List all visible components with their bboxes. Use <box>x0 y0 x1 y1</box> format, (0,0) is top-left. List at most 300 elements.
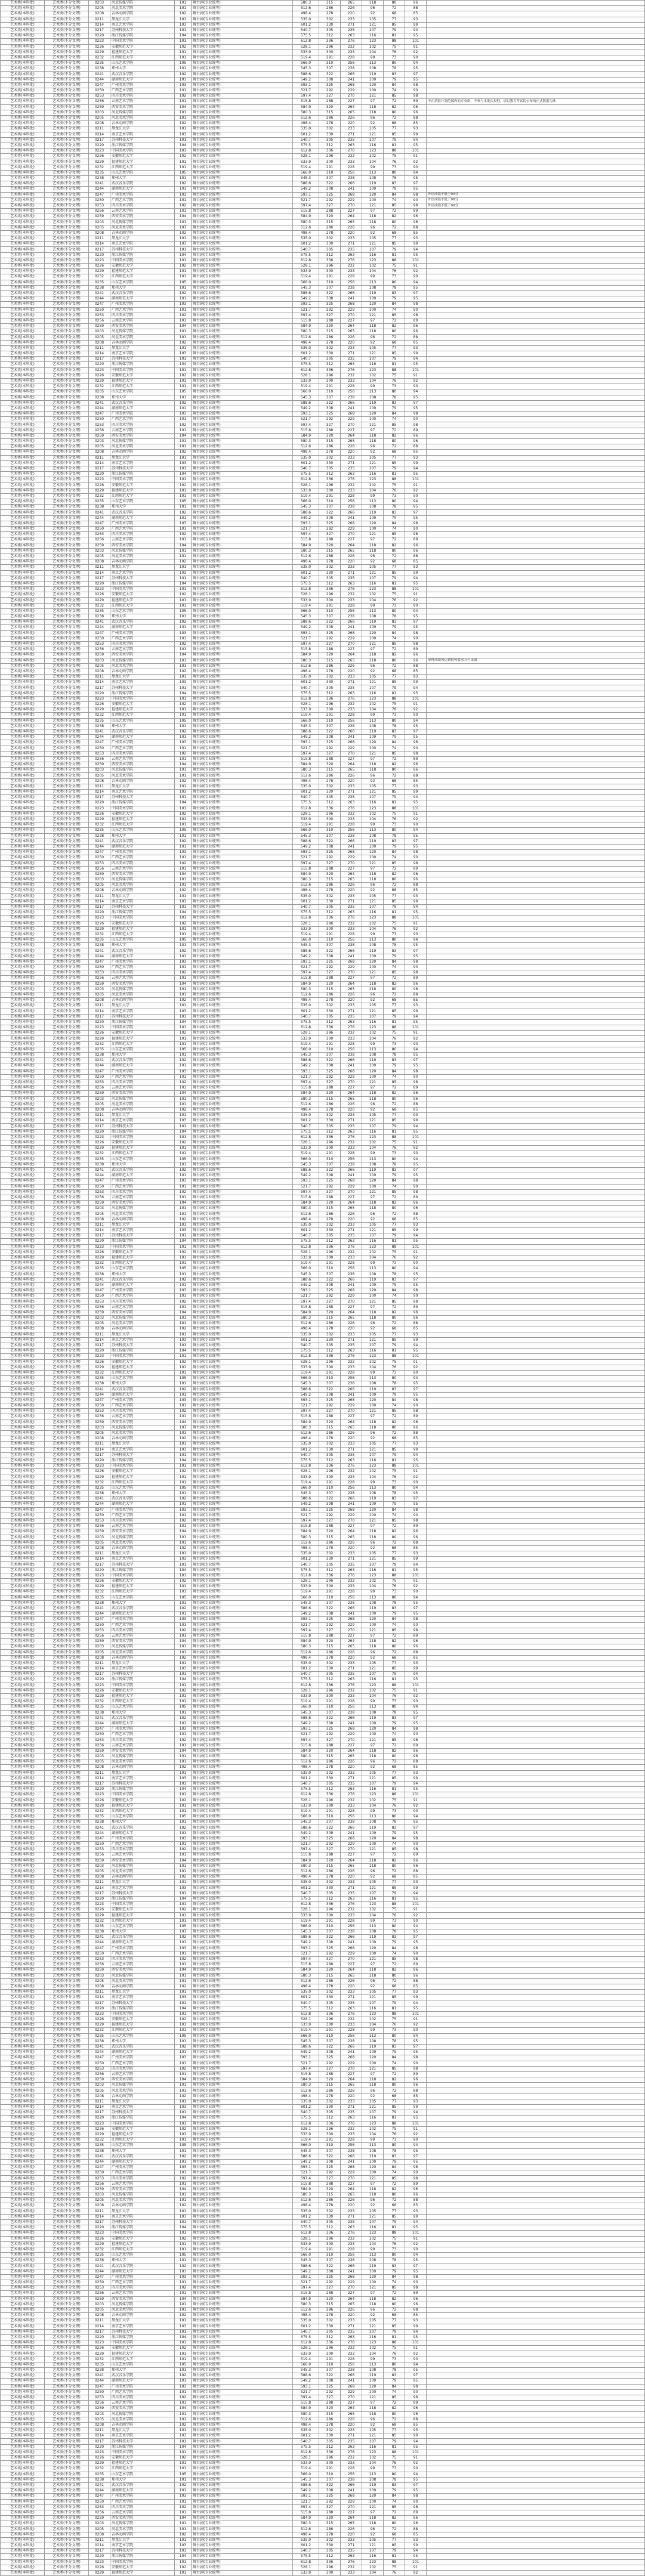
table-cell: 612.8 <box>293 1354 319 1359</box>
table-row <box>1 82 645 88</box>
table-cell: 舞台剧(专业统考) <box>192 1452 293 1458</box>
table-row <box>1 11 645 17</box>
table-cell: 278 <box>319 998 341 1003</box>
table-cell: 西安美术学院 <box>110 324 175 329</box>
table-cell: 104 <box>362 1146 384 1151</box>
table-cell: 0232 <box>89 1699 110 1705</box>
table-cell: 549.2 <box>293 1502 319 1507</box>
table-cell: 95 <box>405 581 427 586</box>
table-cell: 101 <box>175 663 192 669</box>
table-cell: 101 <box>175 1562 192 1567</box>
table-cell: 山东艺术学院 <box>110 1485 175 1490</box>
table-cell: 79 <box>384 1830 405 1836</box>
table-cell: 舞台剧(专业统考) <box>192 1612 293 1617</box>
table-cell: 78 <box>384 1710 405 1715</box>
table-row <box>1 1924 645 1929</box>
table-cell: 0232 <box>89 1918 110 1924</box>
table-cell: 舞台剧(专业统考) <box>192 998 293 1003</box>
table-cell: 566.0 <box>293 1156 319 1162</box>
table-cell: 93 <box>405 1332 427 1337</box>
table-cell: 艺术类(本科批) <box>1 1836 45 1841</box>
table-cell: 601.2 <box>293 22 319 27</box>
table-cell: 79 <box>384 1173 405 1179</box>
table-cell: 325 <box>319 959 341 964</box>
table-cell <box>427 515 645 521</box>
table-cell: 315 <box>319 768 341 773</box>
table-cell: 广西艺术学院 <box>110 1184 175 1189</box>
table-cell: 233 <box>341 1880 362 1885</box>
table-cell: 舞台剧(专业统考) <box>192 61 293 66</box>
table-cell: 河北美术学院 <box>110 553 175 559</box>
table-cell: 227 <box>341 647 362 652</box>
table-cell: 艺术类(不分文理) <box>45 247 89 252</box>
table-cell: 0229 <box>89 926 110 932</box>
table-cell: 舞台剧(专业统考) <box>192 159 293 165</box>
table-cell: 艺术类(不分文理) <box>45 1343 89 1348</box>
table-cell <box>427 1239 645 1244</box>
table-cell <box>427 938 645 943</box>
table-cell: 94 <box>405 1595 427 1600</box>
table-cell: 艺术类(不分文理) <box>45 1628 89 1633</box>
table-cell: 296 <box>319 1688 341 1693</box>
table-cell: 120 <box>362 1617 384 1622</box>
table-cell: 舞台剧(专业统考) <box>192 99 293 104</box>
table-cell: 四川美术学院 <box>110 861 175 866</box>
table-cell: 艺术类(不分文理) <box>45 1304 89 1310</box>
table-cell: 艺术类(本科批) <box>1 72 45 77</box>
table-cell: 322 <box>319 1715 341 1721</box>
table-cell: 220 <box>341 450 362 455</box>
table-cell: 97 <box>362 1414 384 1420</box>
table-row <box>1 1776 645 1781</box>
table-cell: 78 <box>384 1381 405 1387</box>
table-cell: 102 <box>175 1907 192 1913</box>
table-cell: 100 <box>362 1842 384 1847</box>
table-cell: 312 <box>319 1349 341 1354</box>
table-cell: 艺术类(本科批) <box>1 756 45 762</box>
table-cell: 101 <box>175 723 192 729</box>
table-cell <box>427 553 645 559</box>
table-cell: 103 <box>175 740 192 746</box>
table-cell: 597.4 <box>293 94 319 99</box>
table-cell: 92 <box>405 1693 427 1699</box>
table-cell: 0247 <box>89 82 110 88</box>
table-row <box>1 625 645 630</box>
table-row <box>1 77 645 82</box>
table-cell: 320 <box>319 762 341 768</box>
table-cell: 94 <box>405 1266 427 1272</box>
table-cell <box>427 285 645 290</box>
table-cell: 0229 <box>89 817 110 822</box>
table-cell: 584.9 <box>293 104 319 110</box>
table-cell: 263 <box>341 1129 362 1134</box>
table-cell: 233 <box>341 1693 362 1699</box>
table-cell <box>427 1201 645 1206</box>
table-cell: 0250 <box>89 1074 110 1080</box>
table-cell: 95 <box>405 1129 427 1134</box>
table-cell <box>427 778 645 784</box>
table-cell: 80 <box>384 1485 405 1490</box>
table-cell: 郑州大学 <box>110 285 175 290</box>
table-cell <box>427 302 645 307</box>
table-row <box>1 1304 645 1310</box>
table-cell: 101 <box>175 735 192 740</box>
table-cell: 85 <box>384 1518 405 1523</box>
table-cell: 河北传媒学院 <box>110 1754 175 1759</box>
table-cell <box>427 499 645 505</box>
table-cell: 艺术类(不分文理) <box>45 1387 89 1392</box>
table-cell: 238 <box>341 176 362 181</box>
table-cell: 0241 <box>89 1935 110 1940</box>
table-cell: 艺术类(本科批) <box>1 1458 45 1463</box>
table-cell: 264 <box>341 433 362 438</box>
table-cell: 艺术类(不分文理) <box>45 362 89 367</box>
table-cell: 90 <box>405 1589 427 1595</box>
table-cell: 278 <box>319 559 341 565</box>
table-cell: 101 <box>405 587 427 592</box>
table-cell: 88 <box>384 806 405 811</box>
table-cell: 舞台剧(专业统考) <box>192 1031 293 1036</box>
table-cell <box>427 1184 645 1189</box>
table-cell: 吉林动画学院 <box>110 1655 175 1660</box>
table-cell: 92 <box>405 598 427 603</box>
table-cell: 123 <box>362 367 384 373</box>
table-cell: 96 <box>405 1 427 6</box>
table-cell: 99 <box>362 384 384 389</box>
table-cell: 江西师范大学 <box>110 165 175 170</box>
table-cell: 288 <box>319 1524 341 1529</box>
table-cell: 118 <box>362 768 384 773</box>
table-cell: 580.3 <box>293 1535 319 1540</box>
table-cell: 102 <box>175 998 192 1003</box>
table-cell: 593.1 <box>293 1617 319 1622</box>
table-cell: 艺术类(不分文理) <box>45 1842 89 1847</box>
table-cell <box>427 691 645 696</box>
table-cell: 78 <box>384 614 405 620</box>
table-cell: 101 <box>175 1321 192 1326</box>
table-cell: 105 <box>175 1595 192 1600</box>
table-row <box>1 537 645 543</box>
table-cell: 545.3 <box>293 395 319 400</box>
table-cell: 88 <box>405 553 427 559</box>
table-cell: 238 <box>341 833 362 839</box>
table-cell: 92 <box>405 1255 427 1260</box>
table-cell: 安徽师范大学 <box>110 1140 175 1146</box>
table-row <box>1 1140 645 1146</box>
table-cell: 艺术类(不分文理) <box>45 285 89 290</box>
table-cell: 286 <box>319 1321 341 1326</box>
table-cell: 101 <box>175 1096 192 1102</box>
table-cell: 舞台剧(专业统考) <box>192 1573 293 1578</box>
table-cell <box>427 1496 645 1502</box>
table-cell: 艺术类(本科批) <box>1 1349 45 1354</box>
table-cell: 545.3 <box>293 66 319 72</box>
table-cell: 艺术类(本科批) <box>1 877 45 883</box>
table-cell: 舞台剧(专业统考) <box>192 242 293 247</box>
table-cell: 85 <box>405 998 427 1003</box>
table-row <box>1 1721 645 1726</box>
table-cell: 226 <box>341 225 362 230</box>
table-cell: 艺术类(本科批) <box>1 1442 45 1447</box>
table-cell <box>427 1151 645 1156</box>
table-cell: 南京艺术学院 <box>110 1776 175 1781</box>
table-cell: 舞台剧(专业统考) <box>192 121 293 126</box>
table-cell: 305 <box>319 1781 341 1786</box>
table-cell: 艺术类(不分文理) <box>45 992 89 997</box>
table-cell: 0238 <box>89 285 110 290</box>
table-cell: 艺术类(不分文理) <box>45 1349 89 1354</box>
table-cell: 584.9 <box>293 1310 319 1315</box>
table-cell <box>427 1639 645 1644</box>
table-cell: 85 <box>384 570 405 576</box>
table-cell: 89 <box>405 1304 427 1310</box>
table-cell: 288 <box>319 99 341 104</box>
table-cell: 舞台剧(专业统考) <box>192 450 293 455</box>
table-cell: 533.9 <box>293 1693 319 1699</box>
table-cell: 263 <box>341 1458 362 1463</box>
table-cell: 77 <box>384 784 405 789</box>
table-cell: 85 <box>405 450 427 455</box>
table-cell: 98 <box>405 1727 427 1732</box>
table-row <box>1 1250 645 1255</box>
table-cell: 74 <box>384 965 405 970</box>
table-cell: 艺术类(不分文理) <box>45 236 89 242</box>
table-cell: 123 <box>362 916 384 921</box>
table-cell: 90 <box>405 55 427 60</box>
table-cell: 艺术类(不分文理) <box>45 1518 89 1523</box>
table-cell: 艺术类(不分文理) <box>45 274 89 280</box>
table-cell: 82 <box>384 1310 405 1315</box>
table-cell: 85 <box>384 1009 405 1014</box>
table-cell: 612.8 <box>293 1025 319 1031</box>
table-cell: 102 <box>175 1167 192 1173</box>
table-cell: 101 <box>175 455 192 460</box>
table-cell: 98 <box>405 1946 427 1951</box>
table-cell: 307 <box>319 1600 341 1606</box>
table-cell: 艺术类(不分文理) <box>45 1140 89 1146</box>
table-cell: 0235 <box>89 61 110 66</box>
table-cell: 101 <box>175 417 192 422</box>
table-cell: 0244 <box>89 296 110 302</box>
table-cell: 0217 <box>89 247 110 252</box>
table-cell: 121 <box>362 1666 384 1672</box>
table-cell: 515.8 <box>293 1853 319 1858</box>
table-cell: 舞台剧(专业统考) <box>192 1019 293 1025</box>
table-cell: 327 <box>319 422 341 428</box>
table-cell: 0223 <box>89 696 110 701</box>
table-cell: 80 <box>384 329 405 335</box>
table-cell: 540.7 <box>293 357 319 362</box>
table-cell: 327 <box>319 313 341 318</box>
table-cell: 72 <box>384 1633 405 1638</box>
table-cell: 107 <box>362 1343 384 1348</box>
table-cell: 艺术类(不分文理) <box>45 1354 89 1359</box>
table-cell: 舞台剧(专业统考) <box>192 176 293 181</box>
table-cell <box>427 505 645 510</box>
table-cell: 浙江传媒学院 <box>110 252 175 258</box>
table-cell: 西安美术学院 <box>110 1201 175 1206</box>
table-cell: 101 <box>175 1074 192 1080</box>
table-row <box>1 1195 645 1200</box>
table-cell: 575.5 <box>293 33 319 39</box>
table-cell: 90 <box>405 603 427 608</box>
table-cell: 艺术类(不分文理) <box>45 324 89 329</box>
table-cell: 268 <box>341 1946 362 1951</box>
table-cell: 80 <box>384 1705 405 1710</box>
table-cell: 舞台剧(专业统考) <box>192 1924 293 1929</box>
table-cell: 336 <box>319 1354 341 1359</box>
table-cell: 福建师范大学 <box>110 1803 175 1808</box>
table-cell: 湖南师范大学 <box>110 954 175 959</box>
table-cell: 94 <box>405 1781 427 1786</box>
table-cell: 0238 <box>89 395 110 400</box>
table-row <box>1 1650 645 1655</box>
table-cell: 91 <box>405 592 427 598</box>
table-cell: 81 <box>384 362 405 367</box>
table-cell: 舞台剧(专业统考) <box>192 773 293 778</box>
table-cell: 101 <box>175 1710 192 1715</box>
table-cell: 0220 <box>89 581 110 586</box>
table-cell: 艺术类(不分文理) <box>45 1464 89 1469</box>
table-cell: 舞台剧(专业统考) <box>192 833 293 839</box>
table-cell: 河北传媒学院 <box>110 1535 175 1540</box>
table-row <box>1 675 645 680</box>
table-cell: 74 <box>384 197 405 203</box>
table-cell: 艺术类(不分文理) <box>45 1869 89 1874</box>
table-cell: 310 <box>319 1814 341 1820</box>
table-cell: 艺术类(不分文理) <box>45 998 89 1003</box>
table-cell <box>427 1853 645 1858</box>
table-cell: 90 <box>405 746 427 751</box>
table-cell: 云南艺术学院 <box>110 537 175 543</box>
table-cell: 舞台剧(专业统考) <box>192 132 293 137</box>
table-cell: 舞台剧(专业统考) <box>192 1589 293 1595</box>
table-cell: 118 <box>362 1316 384 1321</box>
table-cell: 艺术类(本科批) <box>1 1469 45 1474</box>
table-cell: 96 <box>405 219 427 225</box>
table-cell: 0211 <box>89 784 110 789</box>
table-cell: 121 <box>362 1228 384 1233</box>
table-cell: 498.4 <box>293 230 319 236</box>
table-row <box>1 1551 645 1557</box>
table-cell: 舞台剧(专业统考) <box>192 1710 293 1715</box>
table-cell: 82 <box>384 324 405 329</box>
table-cell <box>427 790 645 795</box>
table-cell: 101 <box>175 1124 192 1129</box>
table-cell: 116 <box>362 143 384 148</box>
table-cell: 515.8 <box>293 756 319 762</box>
table-cell: 河北美术学院 <box>110 1869 175 1874</box>
table-cell: 597.4 <box>293 1409 319 1414</box>
table-cell: 291 <box>319 822 341 828</box>
table-cell: 263 <box>341 1567 362 1573</box>
table-row <box>1 39 645 44</box>
table-cell: 123 <box>362 1573 384 1578</box>
table-cell: 74 <box>384 1842 405 1847</box>
table-cell: 0226 <box>89 921 110 926</box>
table-cell: 河北美术学院 <box>110 992 175 997</box>
table-cell: 109 <box>362 1721 384 1726</box>
table-cell: 305 <box>319 795 341 800</box>
table-cell: 舞台剧(专业统考) <box>192 1255 293 1260</box>
table-cell <box>427 384 645 389</box>
table-cell: 101 <box>175 1540 192 1545</box>
table-cell: 268 <box>341 1727 362 1732</box>
table-cell: 0226 <box>89 1688 110 1693</box>
table-cell: 276 <box>341 1025 362 1031</box>
table-cell: 85 <box>384 899 405 904</box>
table-cell: 0253 <box>89 641 110 647</box>
table-cell: 85 <box>384 351 405 357</box>
table-cell: 舞台剧(专业统考) <box>192 362 293 367</box>
table-cell: 575.5 <box>293 1019 319 1025</box>
table-cell: 315 <box>319 658 341 663</box>
table-cell: 227 <box>341 1304 362 1310</box>
table-row <box>1 1518 645 1523</box>
table-cell: 94 <box>405 938 427 943</box>
table-cell: 74 <box>384 1622 405 1628</box>
table-cell: 519.4 <box>293 932 319 937</box>
table-cell: 108 <box>362 285 384 290</box>
table-cell: 105 <box>362 784 384 789</box>
table-cell: 228 <box>341 1370 362 1375</box>
table-cell: 0244 <box>89 1282 110 1288</box>
table-cell <box>427 581 645 586</box>
table-cell: 302 <box>319 675 341 680</box>
table-cell: 南京艺术学院 <box>110 351 175 357</box>
table-cell: 588.6 <box>293 1715 319 1721</box>
table-cell <box>427 1891 645 1896</box>
table-cell: 艺术类(不分文理) <box>45 302 89 307</box>
table-cell: 艺术类(本科批) <box>1 691 45 696</box>
table-cell: 118 <box>362 1529 384 1535</box>
table-cell: 271 <box>341 132 362 137</box>
table-cell: 艺术类(本科批) <box>1 1705 45 1710</box>
table-row <box>1 258 645 263</box>
table-cell: 艺术类(不分文理) <box>45 1502 89 1507</box>
table-cell: 83 <box>384 1825 405 1830</box>
table-cell: 99 <box>362 1151 384 1156</box>
table-cell: 武汉音乐学院 <box>110 1935 175 1940</box>
table-cell <box>427 675 645 680</box>
table-cell: 福建师范大学 <box>110 159 175 165</box>
table-cell: 291 <box>319 932 341 937</box>
table-cell <box>427 247 645 252</box>
table-cell: 85 <box>384 1299 405 1304</box>
table-cell: 艺术类(不分文理) <box>45 1496 89 1502</box>
table-cell: 75 <box>384 1031 405 1036</box>
table-cell: 101 <box>175 1672 192 1677</box>
table-cell: 艺术类(不分文理) <box>45 1863 89 1869</box>
table-cell <box>427 1765 645 1770</box>
table-cell: 舞台剧(专业统考) <box>192 1436 293 1442</box>
table-cell: 0229 <box>89 1146 110 1151</box>
table-cell: 艺术类(不分文理) <box>45 888 89 893</box>
table-row <box>1 1863 645 1869</box>
table-cell: 浙江传媒学院 <box>110 1019 175 1025</box>
table-cell: 艺术类(不分文理) <box>45 537 89 543</box>
table-cell: 舞台剧(专业统考) <box>192 1743 293 1748</box>
table-cell: 241 <box>341 1173 362 1179</box>
table-row <box>1 970 645 976</box>
table-cell: 89 <box>405 1853 427 1858</box>
table-cell: 0214 <box>89 1666 110 1672</box>
table-cell: 艺术类(本科批) <box>1 82 45 88</box>
table-cell: 90 <box>405 965 427 970</box>
table-cell: 95 <box>405 614 427 620</box>
table-cell: 229 <box>341 197 362 203</box>
table-cell: 104 <box>362 1255 384 1260</box>
